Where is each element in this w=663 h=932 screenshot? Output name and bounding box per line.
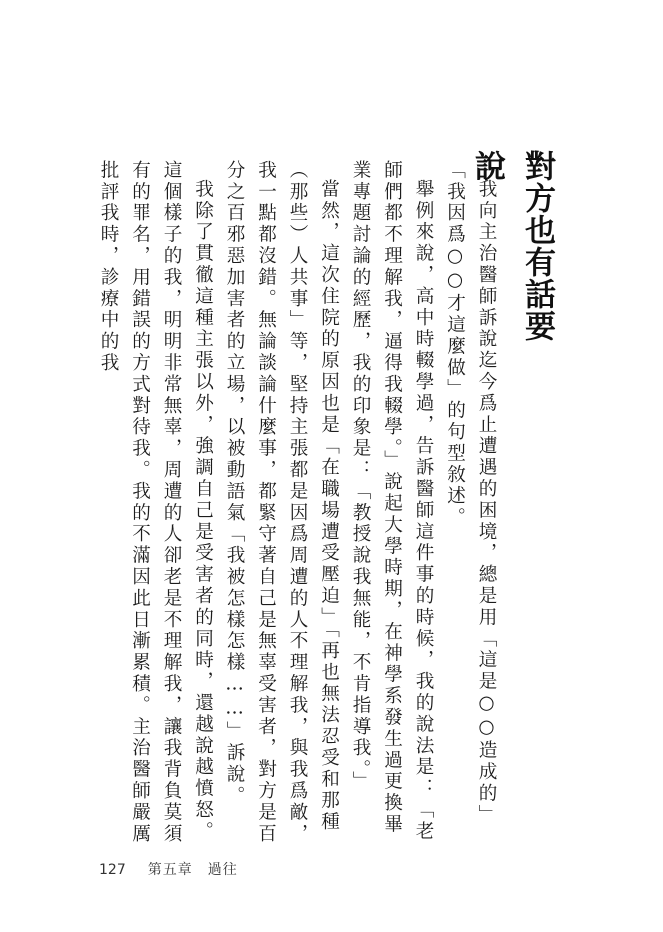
paragraph: 當然，這次住院的原因也是「在職場遭受壓迫」「再也無法忍受和那種（那些）人共事」等，堅持主張都是因爲周遭的人不理解我，與我爲敵，我一點都沒錯。無論談論什麼事，都緊守著自己是無辜受害者，對方是百分之百邪惡加害者的立場，以被動語氣「我被怎樣怎樣……」訴說。 [224, 160, 340, 845]
paragraph: 舉例來說，高中時輟學過，告訴醫師這件事的時候，我的說法是：「老師們都不理解我，逼得我輟學。」說起大學時期，在神學系發生過更換畢業專題討論的經歷，我的印象是：「教授說我無能，不肯指導我。」 [350, 160, 434, 842]
page-number: 127 [99, 862, 126, 878]
chapter-label: 第五章 過往 [147, 862, 238, 878]
section-title: 對方也有話要說 [469, 150, 555, 342]
body-text [92, 160, 502, 850]
page-footer [99, 859, 238, 879]
paragraph: 我向主治醫師訴說迄今爲止遭遇的困境，總是用「這是○○造成的」「我因爲○○才這麼做」的句型敘述。 [444, 160, 497, 826]
paragraph: 我除了貫徹這種主張以外，強調自己是受害者的同時，還越說越憤怒。這個樣子的我，明明非常無辜，周遭的人卻老是不理解我，讓我背負莫須有的罪名，用錯誤的方式對待我。我的不滿因此日漸累積。主治醫師嚴厲批評我時，診療中的我 [98, 160, 214, 845]
